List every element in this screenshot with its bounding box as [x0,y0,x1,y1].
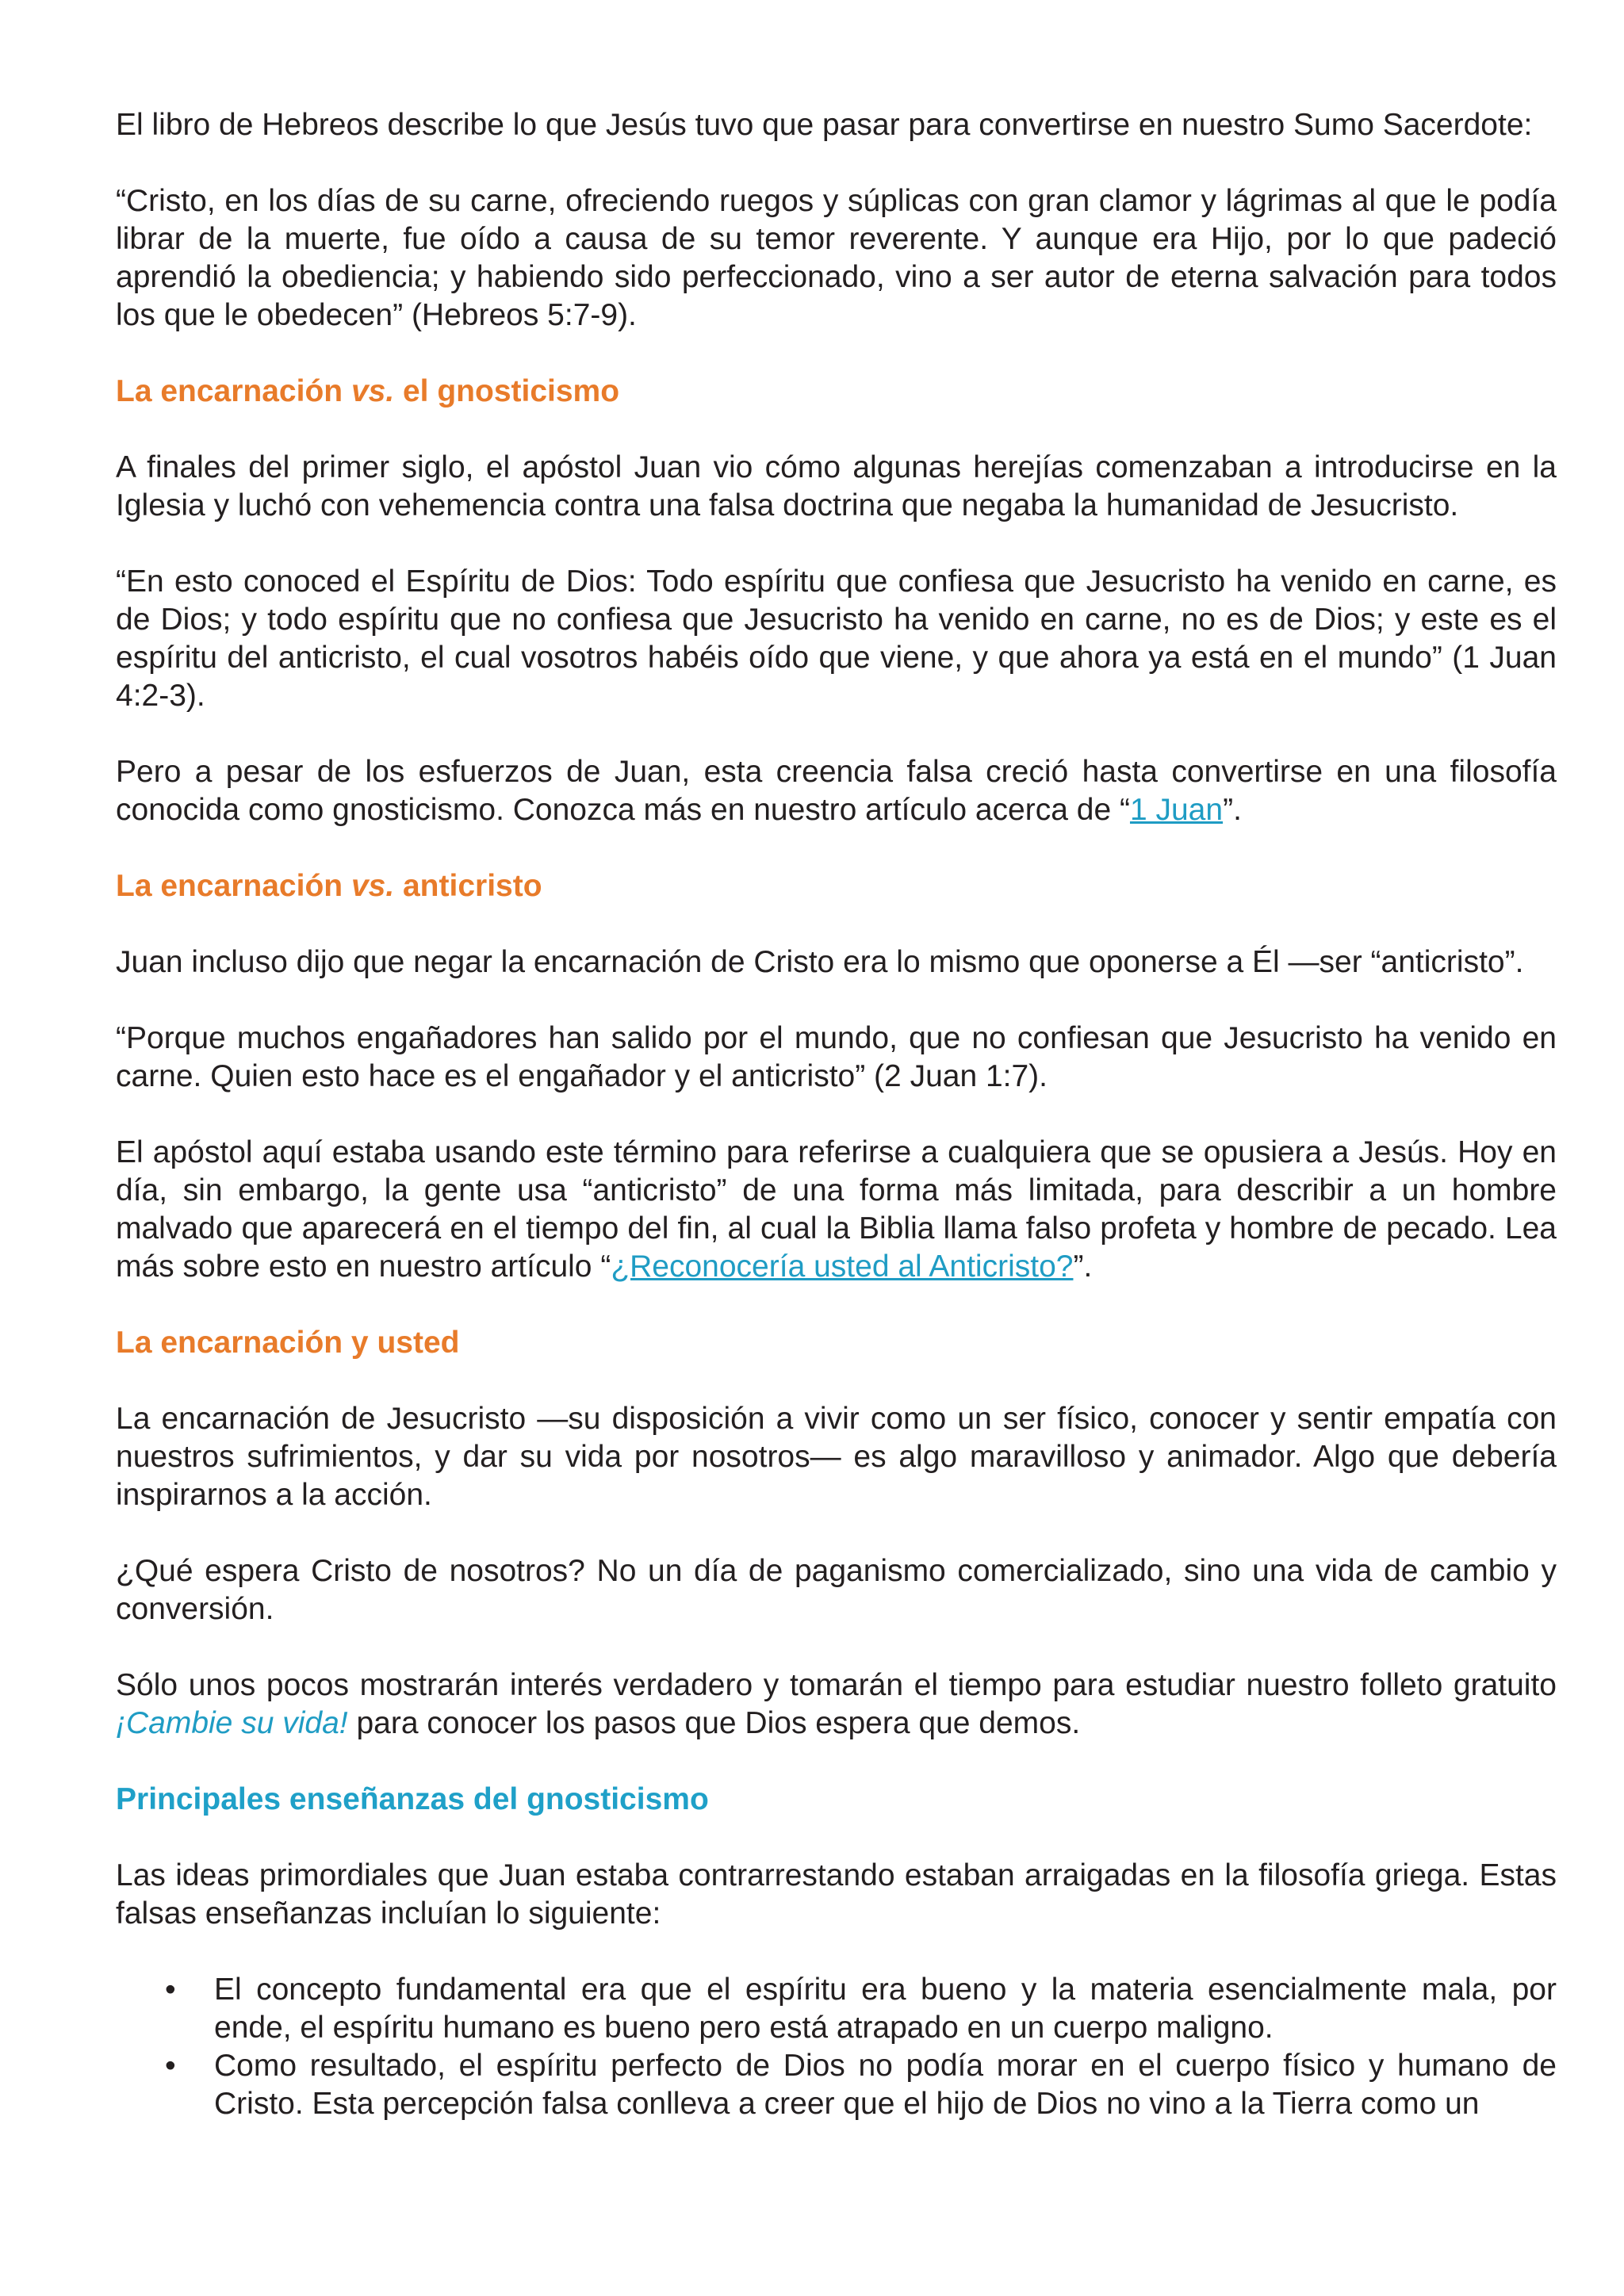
paragraph-gnosticismo [116,753,1557,829]
link-reconoceria-anticristo[interactable]: ¿Reconocería usted al Anticristo? [611,1249,1074,1284]
list-item-text: Como resultado, el espíritu perfecto de Dios no podía morar en el cuerpo físico y humano de Cristo. Esta percepción falsa conlleva a creer que el hijo de Dios no vino a la Tierra como un [214,2049,1557,2121]
heading-principales-ensenanzas: Principales enseñanzas del gnosticismo [116,1782,709,1816]
heading-text: La encarnación [116,869,351,903]
heading-encarnacion-anticristo [116,867,1557,905]
paragraph-text: El apóstol aquí estaba usando este término para referirse a cualquiera que se opusiera a Jesús. Hoy en día, sin embargo, la gente usa “anticristo” de una forma más limitada, para describir a un hombre malvado que aparecerá en el tiempo del fin, al cual la Biblia llama falso profeta y hombre de pecado. Lea más sobre esto en nuestro artículo “ [116,1135,1557,1284]
quote-2-juan: “Porque muchos engañadores han salido por el mundo, que no confiesan que Jesucristo ha venido en carne. Quien esto hace es el engañador y el anticristo” (2 Juan 1:7). [116,1021,1557,1093]
teachings-list [116,1971,1557,2123]
list-item-text: El concepto fundamental era que el espíritu era bueno y la materia esencialmente mala, por ende, el espíritu humano es bueno pero está atrapado en un cuerpo maligno. [214,1973,1557,2045]
heading-text: La encarnación [116,374,351,408]
heading-vs: vs. [350,869,395,903]
heading-text: anticristo [394,869,542,903]
paragraph-text: ”. [1223,793,1242,827]
booklet-title: ¡Cambie su vida! [116,1706,348,1740]
paragraph-hebreos-intro: El libro de Hebreos describe lo que Jesús tuvo que pasar para convertirse en nuestro Sumo Sacerdote: [116,108,1533,142]
paragraph-text: ”. [1073,1249,1093,1284]
paragraph-text: Sólo unos pocos mostrarán interés verdadero y tomarán el tiempo para estudiar nuestro folleto gratuito [116,1668,1557,1702]
paragraph-apostol-juan: A finales del primer siglo, el apóstol Juan vio cómo algunas herejías comenzaban a introducirse en la Iglesia y luchó con vehemencia contra una falsa doctrina que negaba la humanidad de Jesucristo. [116,450,1557,522]
paragraph-text: Pero a pesar de los esfuerzos de Juan, esta creencia falsa creció hasta convertirse en una filosofía conocida como gnosticismo. Conozca más en nuestro artículo acerca de “ [116,755,1557,827]
heading-text: el gnosticismo [394,374,620,408]
quote-1-juan: “En esto conoced el Espíritu de Dios: Todo espíritu que confiesa que Jesucristo ha venido en carne, es de Dios; y todo espíritu que no confiesa que Jesucristo ha venido en carne, no es de Dios; y este es el espíritu del anticristo, el cual vosotros habéis oído que viene, y que ahora ya está en el mundo” (1 Juan 4:2-3). [116,564,1557,713]
heading-encarnacion-y-usted: La encarnación y usted [116,1326,460,1360]
paragraph-folleto [116,1667,1557,1743]
list-item [165,2047,1557,2123]
paragraph-que-espera-cristo: ¿Qué espera Cristo de nosotros? No un día de paganismo comercializado, sino una vida de cambio y conversión. [116,1554,1557,1626]
paragraph-text: para conocer los pasos que Dios espera que demos. [347,1706,1081,1740]
paragraph-anticristo-termino [116,1134,1557,1286]
paragraph-ideas-primordiales: Las ideas primordiales que Juan estaba contrarrestando estaban arraigadas en la filosofía griega. Estas falsas enseñanzas incluían lo siguiente: [116,1858,1557,1931]
list-item [165,1971,1557,2047]
bullet-icon: • [165,1973,176,2007]
paragraph-negar-encarnacion: Juan incluso dijo que negar la encarnación de Cristo era lo mismo que oponerse a Él —ser “anticristo”. [116,945,1524,979]
link-1-juan[interactable]: 1 Juan [1129,793,1224,827]
bullet-icon: • [165,2049,176,2083]
heading-vs: vs. [350,374,395,408]
quote-hebreos: “Cristo, en los días de su carne, ofreciendo ruegos y súplicas con gran clamor y lágrimas al que le podía librar de la muerte, fue oído a causa de su temor reverente. Y aunque era Hijo, por lo que padeció aprendió la obediencia; y habiendo sido perfeccionado, vino a ser autor de eterna salvación para todos los que le obedecen” (Hebreos 5:7-9). [116,184,1557,332]
paragraph-encarnacion-jesucristo: La encarnación de Jesucristo —su disposición a vivir como un ser físico, conocer y sentir empatía con nuestros sufrimientos, y dar su vida por nosotros— es algo maravilloso y animador. Algo que debería inspirarnos a la acción. [116,1402,1557,1512]
heading-encarnacion-gnosticismo [116,373,1557,411]
